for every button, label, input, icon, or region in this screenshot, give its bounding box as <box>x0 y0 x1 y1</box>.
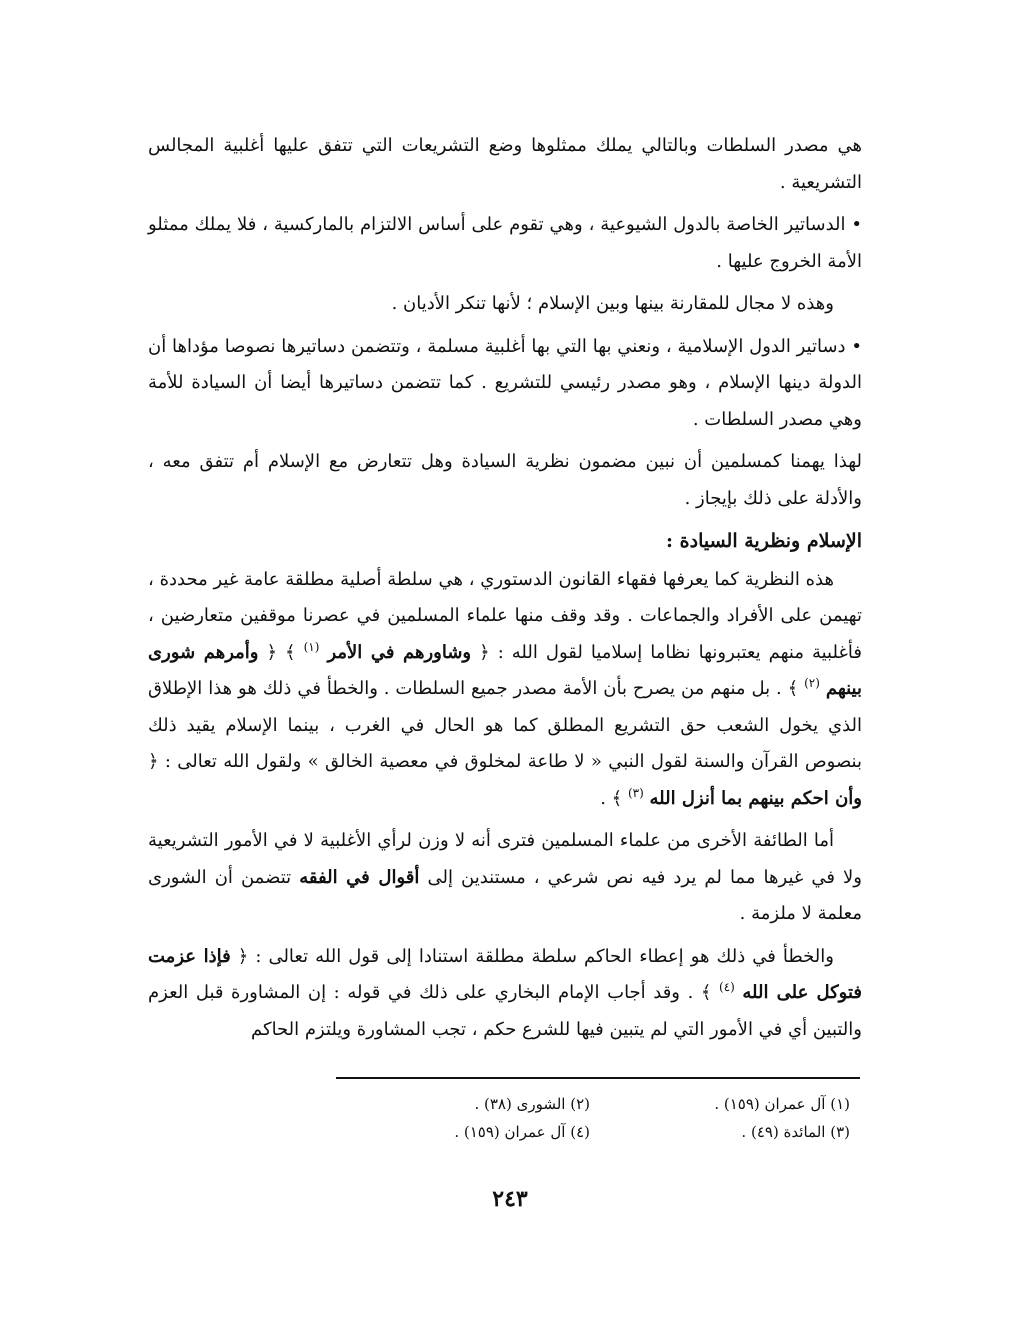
text: ﴾ . بل منهم من يصرح بأن الأمة مصدر جميع السلطات . والخطأ في ذلك هو هذا الإطلاق الذي يخول الشعب حق التشريع المطلق كما هو الحال في الغرب ، بينما الإسلام يقيد ذلك بنصوص القرآن والسنة لقول النبي « لا طاعة لمخلوق في معصية الخالق » ولقول الله تعالى : ﴿ <box>148 678 862 772</box>
footnote-divider <box>336 1077 860 1079</box>
text: هذه النظرية كما يعرفها فقهاء القانون الدستوري ، هي سلطة أصلية مطلقة عامة غير محددة ، تهيمن على الأفراد والجماعات . وقد وقف منها علماء المسلمين في عصرنا موقفين متعارضين ، فأغلبية منهم يعتبرونها نظاما إسلاميا لقول الله : ﴿ <box>148 568 862 663</box>
text: والخطأ في ذلك هو إعطاء الحاكم سلطة مطلقة استنادا إلى قول الله تعالى : ﴿ <box>237 945 834 967</box>
text: تتضمن أن الشورى معلمة لا ملزمة . <box>148 866 862 924</box>
footnote-2: (٢) الشورى (٣٨) . <box>474 1095 590 1113</box>
footnotes <box>330 1093 850 1143</box>
section-heading: الإسلام ونظرية السيادة : <box>666 530 862 552</box>
paragraph-communist-constitutions: • الدساتير الخاصة بالدول الشيوعية ، وهي تقوم على أساس الالتزام بالماركسية ، فلا يملك ممثلو الأمة الخروج عليها . <box>148 214 862 272</box>
text: ﴾ . وقد أجاب الإمام البخاري على ذلك في قوله : إن المشاورة قبل العزم والتبين أي في الأمور التي لم يتبين فيها للشرع حكم ، تجب المشاورة ويلتزم الحاكم <box>148 982 862 1040</box>
paragraph-1: هي مصدر السلطات وبالتالي يملك ممثلوها وضع التشريعات التي تتفق عليها أغلبية المجالس التشريعية . <box>148 135 862 193</box>
paragraph-no-comparison: وهذه لا مجال للمقارنة بينها وبين الإسلام ؛ لأنها تنكر الأديان . <box>391 293 834 314</box>
footnote-ref-3: (٣) <box>627 785 644 800</box>
footnote-4: (٤) آل عمران (١٥٩) . <box>454 1123 590 1141</box>
paragraph-sovereignty-theory <box>148 562 862 818</box>
page-body <box>148 128 862 1054</box>
text: ﴾ ﴿ <box>266 641 296 663</box>
paragraph-purpose: لهذا يهمنا كمسلمين أن نبين مضمون نظرية السيادة وهل تتعارض مع الإسلام أم تتفق معه ، والأدلة على ذلك بإيجاز . <box>148 451 862 509</box>
footnote-ref-1: (١) <box>303 639 320 654</box>
quran-quote-2: وأمرهم شورى بينهم <box>148 641 862 699</box>
footnote-ref-2: (٢) <box>804 676 820 690</box>
quran-quote-3: وأن احكم بينهم بما أنزل الله <box>649 787 862 809</box>
paragraph-ruler-error <box>148 939 862 1049</box>
quran-quote-4: فإذا عزمت فتوكل على الله <box>148 945 862 1003</box>
text: ﴾ . <box>600 787 623 809</box>
footnote-ref-4: (٤) <box>719 980 735 994</box>
quran-quote-1: وشاورهم في الأمر <box>327 641 472 663</box>
footnote-1: (١) آل عمران (١٥٩) . <box>714 1095 850 1113</box>
paragraph-islamic-constitutions: • دساتير الدول الإسلامية ، ونعني بها التي بها أغلبية مسلمة ، وتتضمن دساتيرها نصوصا مؤداها أن الدولة دينها الإسلام ، وهو مصدر رئيسي للتشريع . كما تتضمن دساتيرها أيضا أن السيادة للأمة وهي مصدر السلطات . <box>148 335 862 430</box>
bold-phrase: أقوال في الفقه <box>299 866 420 888</box>
paragraph-other-group <box>148 823 862 933</box>
footnote-3: (٣) المائدة (٤٩) . <box>741 1123 850 1141</box>
text: أما الطائفة الأخرى من علماء المسلمين فترى أنه لا وزن لرأي الأغلبية لا في الأمور التشريعية ولا في غيرها مما لم يرد فيه نص شرعي ، مستندين إلى <box>148 830 862 888</box>
page-number: ٢٤٣ <box>492 1186 528 1212</box>
